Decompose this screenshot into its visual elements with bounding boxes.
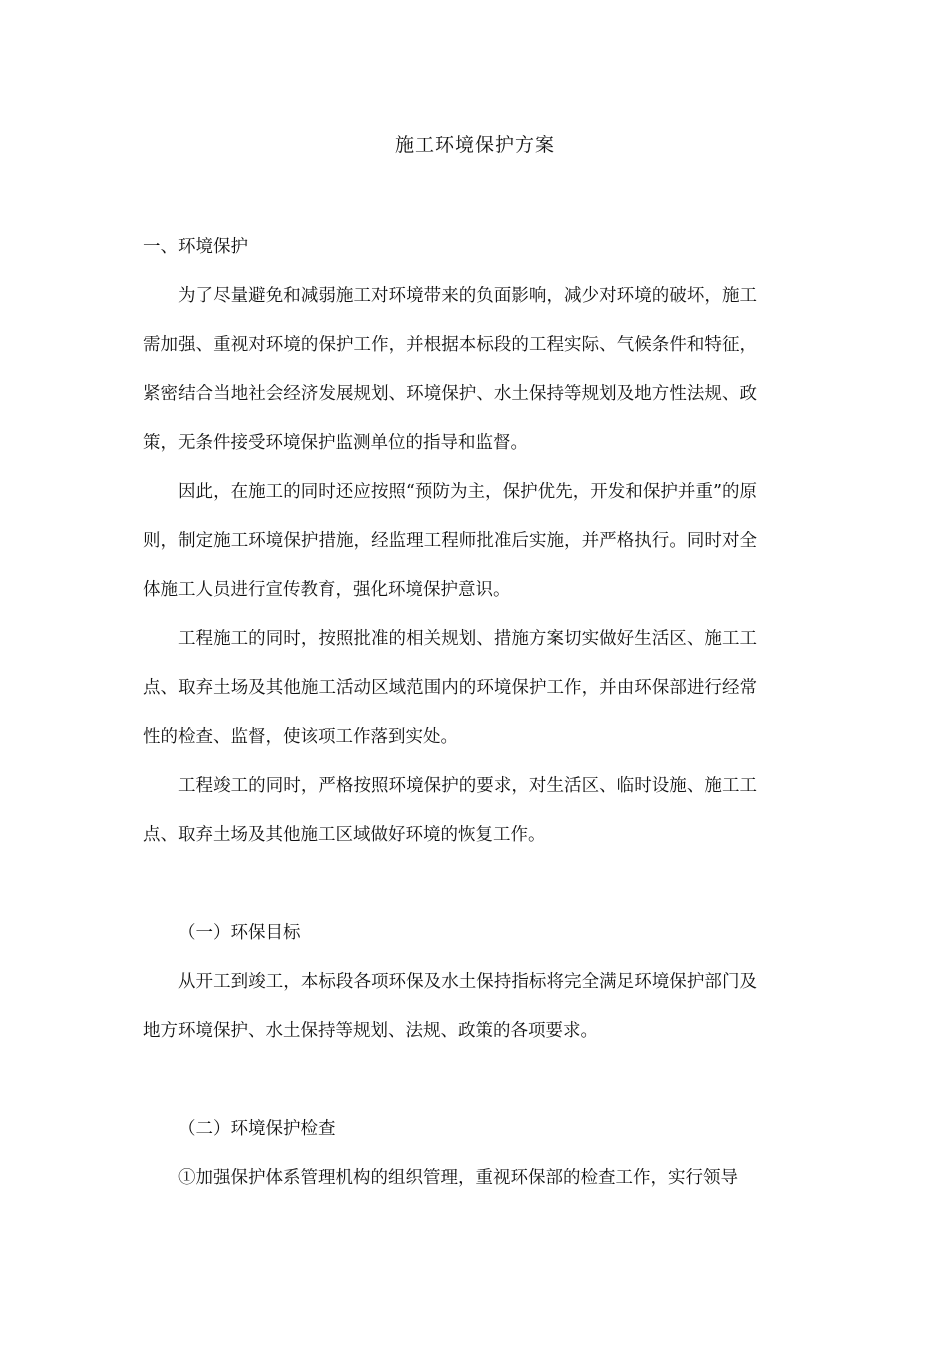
- subsection-heading-goals: （一）环保目标: [178, 923, 301, 943]
- subsection-heading-inspection: （二）环境保护检查: [178, 1119, 336, 1139]
- paragraph: 为了尽量避免和减弱施工对环境带来的负面影响，减少对环境的破坏，施工需加强、重视对环境的保护工作，并根据本标段的工程实际、气候条件和特征，紧密结合当地社会经济发展规划、环境保护、水土保持等规划及地方性法规、政策，无条件接受环境保护监测单位的指导和监督。: [143, 286, 757, 453]
- paragraph: ①加强保护体系管理机构的组织管理，重视环保部的检查工作，实行领导: [178, 1168, 738, 1188]
- paragraph: 工程施工的同时，按照批准的相关规划、措施方案切实做好生活区、施工工点、取弃土场及其他施工活动区域范围内的环境保护工作，并由环保部进行经常性的检查、监督，使该项工作落到实处。: [143, 629, 757, 747]
- document-body: [143, 223, 757, 1203]
- paragraph: 从开工到竣工，本标段各项环保及水土保持指标将完全满足环境保护部门及地方环境保护、水土保持等规划、法规、政策的各项要求。: [143, 972, 757, 1041]
- paragraph: 因此，在施工的同时还应按照“预防为主，保护优先，开发和保护并重”的原则，制定施工环境保护措施，经监理工程师批准后实施，并严格执行。同时对全体施工人员进行宣传教育，强化环境保护意识。: [143, 482, 757, 600]
- section-heading-environment-protection: 一、环境保护: [143, 237, 248, 257]
- paragraph: 工程竣工的同时，严格按照环境保护的要求，对生活区、临时设施、施工工点、取弃土场及其他施工区域做好环境的恢复工作。: [143, 776, 757, 845]
- document-title: 施工环境保护方案: [394, 134, 555, 156]
- spacer: [143, 1056, 757, 1105]
- spacer: [143, 860, 757, 909]
